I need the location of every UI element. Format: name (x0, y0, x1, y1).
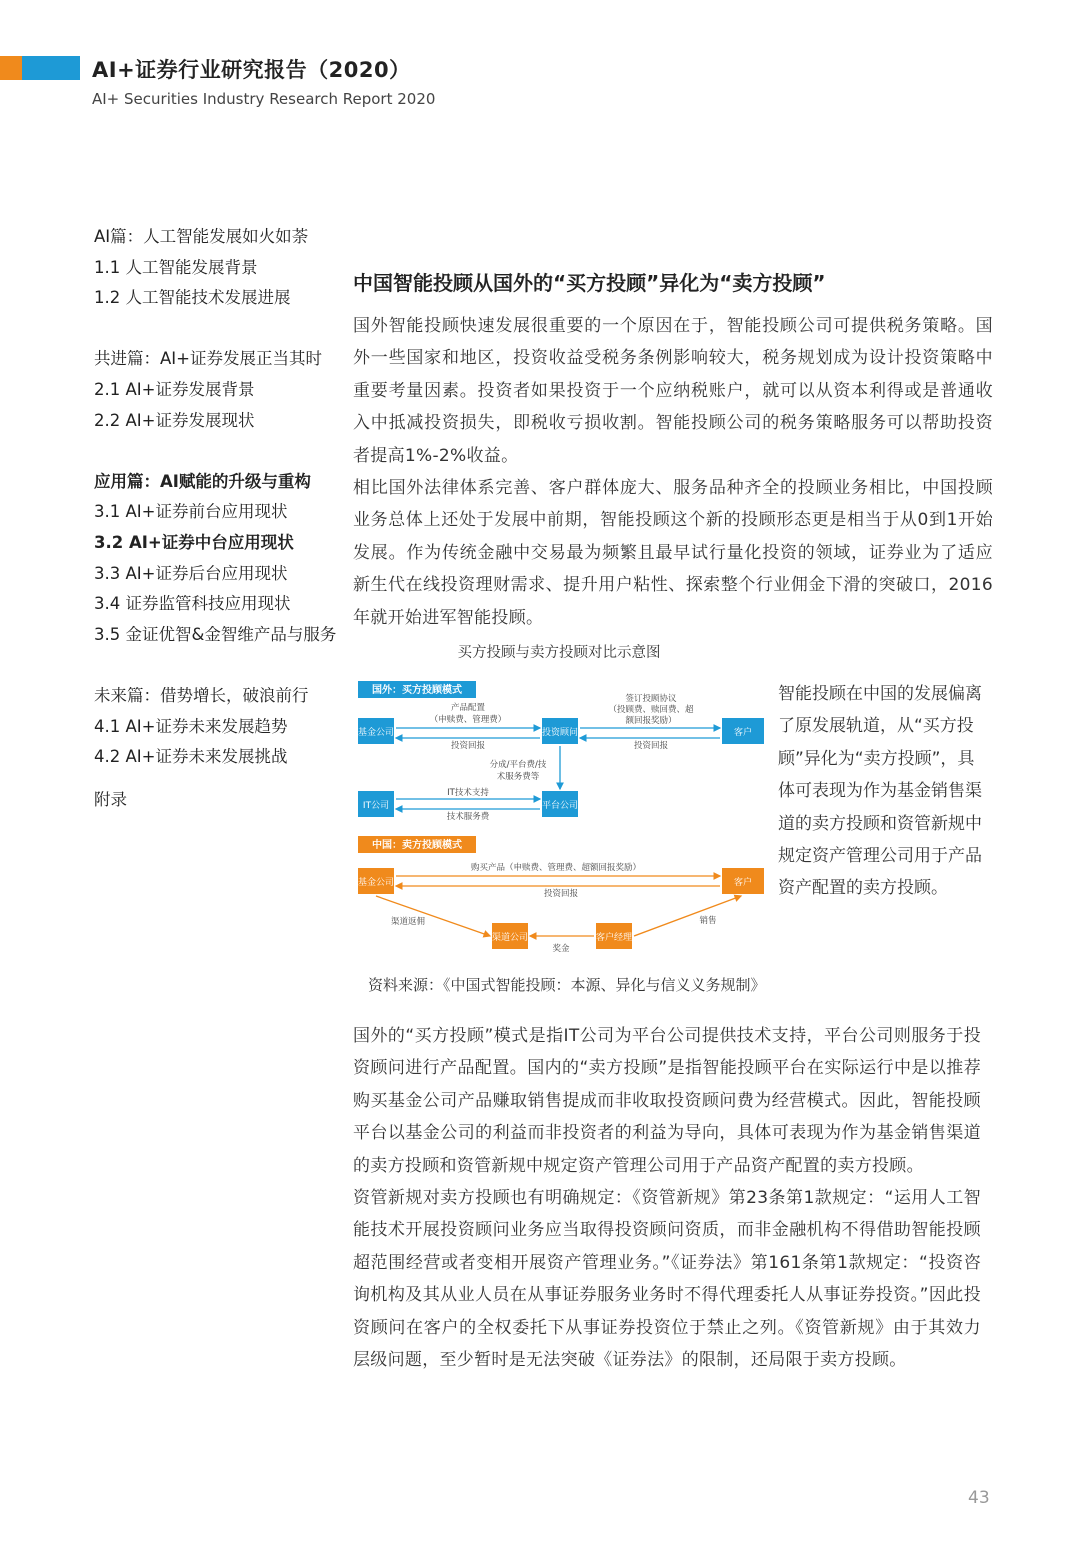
china-mode-label: 中国：卖方投顾模式 (372, 840, 462, 851)
toc-item[interactable]: 3.4 证券监管科技应用现状 (94, 594, 291, 614)
node-manager-label: 客户经理 (595, 933, 633, 943)
paragraph: 资管新规对卖方投顾也有明确规定：《资管新规》第23条第1款规定：“运用人工智能技术开展投资顾问业务应当取得投资顾问资质，而非金融机构不得借助智能投顾超范围经营或者变相开展资产管理业务。”《证券法》第161条第1款规定：“投资咨询机构及其从业人员在从事证券服务业务时不得代理委托人从事证券投资。”因此投资顾问在客户的全权委托下从事证券投资位于禁止之列。《资管新规》由于其效力层级问题，至少暂时是无法突破《证券法》的限制，还局限于卖方投顾。 (353, 1188, 981, 1371)
table-of-contents (94, 222, 349, 815)
label-config1: 产品配置 (450, 703, 486, 713)
toc-item[interactable]: 附录 (94, 789, 127, 809)
paragraph: 相比国外法律体系完善、客户群体庞大、服务品种齐全的投顾业务相比，中国投顾业务总体上还处于发展中前期，智能投顾这个新的投顾形态更是相当于从0到1开始发展。作为传统金融中交易最为频繁且最早试行量化投资的领域，证券业为了适应新生代在线投资理财需求、提升用户粘性、探索整个行业佣金下滑的突破口，2016年就开始进军智能投顾。 (353, 478, 993, 628)
report-subtitle: AI+ Securities Industry Research Report 2020 (92, 90, 436, 108)
label-bonus: 奖金 (552, 944, 570, 954)
label-return1: 投资回报 (450, 741, 486, 751)
toc-item[interactable]: 3.1 AI+证券前台应用现状 (94, 502, 288, 522)
label-sales: 销售 (699, 916, 717, 926)
foreign-mode-label: 国外：买方投顾模式 (372, 685, 462, 696)
label-sign3: 额回报奖励） (625, 716, 677, 726)
header-orange-bar (0, 56, 22, 80)
toc-item[interactable]: 1.1 人工智能发展背景 (94, 257, 258, 277)
toc-item[interactable]: 4.1 AI+证券未来发展趋势 (94, 716, 288, 736)
label-return2: 投资回报 (633, 741, 669, 751)
label-return3: 投资回报 (543, 889, 579, 899)
report-title: AI+证券行业研究报告（2020） (92, 58, 411, 82)
label-config2: （申赎费、管理费） (429, 715, 507, 725)
toc-item-active[interactable]: 3.2 AI+证券中台应用现状 (94, 532, 294, 552)
toc-item[interactable]: 3.5 金证优智&金智维产品与服务 (94, 624, 337, 644)
header-blue-bar (22, 56, 80, 80)
node-client-label: 客户 (733, 728, 753, 738)
node-client2-label: 客户 (733, 878, 753, 888)
label-buy: 购买产品（申赎费、管理费、超额回报奖励） (470, 863, 642, 873)
main-content (353, 266, 993, 634)
toc-item[interactable]: 3.3 AI+证券后台应用现状 (94, 563, 288, 583)
figure-source: 资料来源：《中国式智能投顾：本源、异化与信义义务规制》 (368, 976, 766, 994)
toc-item-active-section[interactable]: 应用篇：AI赋能的升级与重构 (94, 471, 311, 491)
node-it-label: IT公司 (362, 801, 390, 811)
main-content-lower (353, 1020, 981, 1376)
paragraph: 国外智能投顾快速发展很重要的一个原因在于，智能投顾公司可提供税务策略。国外一些国家和地区，投资收益受税务条例影响较大，税务规划成为设计投资策略中重要考量因素。投资者如果投资于一个应纳税账户，就可以从资本利得或是普通收入中抵减投资损失，即税收亏损收割。智能投顾公司的税务策略服务可以帮助投资者提高1%-2%收益。 (353, 316, 993, 466)
node-platform-label: 平台公司 (541, 801, 579, 811)
label-sign2: （投顾费、赎回费、超 (608, 705, 694, 715)
label-share1: 分成/平台费/技 (489, 760, 547, 770)
paragraph: 国外的“买方投顾”模式是指IT公司为平台公司提供技术支持，平台公司则服务于投资顾问进行产品配置。国内的“卖方投顾”是指智能投顾平台在实际运行中是以推荐购买基金公司产品赚取销售提成而非收取投资顾问费为经营模式。因此，智能投顾平台以基金公司的利益而非投资者的利益为导向，具体可表现为作为基金销售渠道的卖方投顾和资管新规中规定资产管理公司用于产品资产配置的卖方投顾。 (353, 1026, 981, 1176)
toc-item[interactable]: AI篇：人工智能发展如火如荼 (94, 227, 309, 246)
label-techfee: 技术服务费 (446, 812, 490, 822)
section-title: 中国智能投顾从国外的“买方投顾”异化为“卖方投顾” (353, 271, 826, 295)
node-fund2-label: 基金公司 (357, 878, 395, 888)
figure-side-text: 智能投顾在中国的发展偏离了原发展轨道，从“买方投顾”异化为“卖方投顾”，具体可表现为作为基金销售渠道的卖方投顾和资管新规中规定资产管理公司用于产品资产配置的卖方投顾。 (778, 684, 982, 899)
toc-item[interactable]: 1.2 人工智能技术发展进展 (94, 288, 291, 308)
label-rebate: 渠道返佣 (390, 917, 426, 927)
label-sign1: 签订投顾协议 (625, 694, 677, 704)
node-channel-label: 渠道公司 (491, 933, 529, 943)
comparison-diagram (356, 678, 768, 960)
page-number: 43 (968, 1488, 990, 1508)
node-advisor-label: 投资顾问 (541, 728, 579, 738)
toc-item[interactable]: 共进篇：AI+证券发展正当其时 (94, 349, 322, 369)
toc-item[interactable]: 2.2 AI+证券发展现状 (94, 410, 255, 430)
node-fund-label: 基金公司 (357, 728, 395, 738)
toc-item[interactable]: 4.2 AI+证券未来发展挑战 (94, 747, 288, 767)
label-itsupport: IT技术支持 (447, 788, 489, 798)
toc-item[interactable]: 2.1 AI+证券发展背景 (94, 379, 255, 399)
label-share2: 术服务费等 (496, 772, 540, 782)
toc-item[interactable]: 未来篇：借势增长，破浪前行 (94, 685, 309, 705)
figure-title: 买方投顾与卖方投顾对比示意图 (457, 645, 661, 661)
